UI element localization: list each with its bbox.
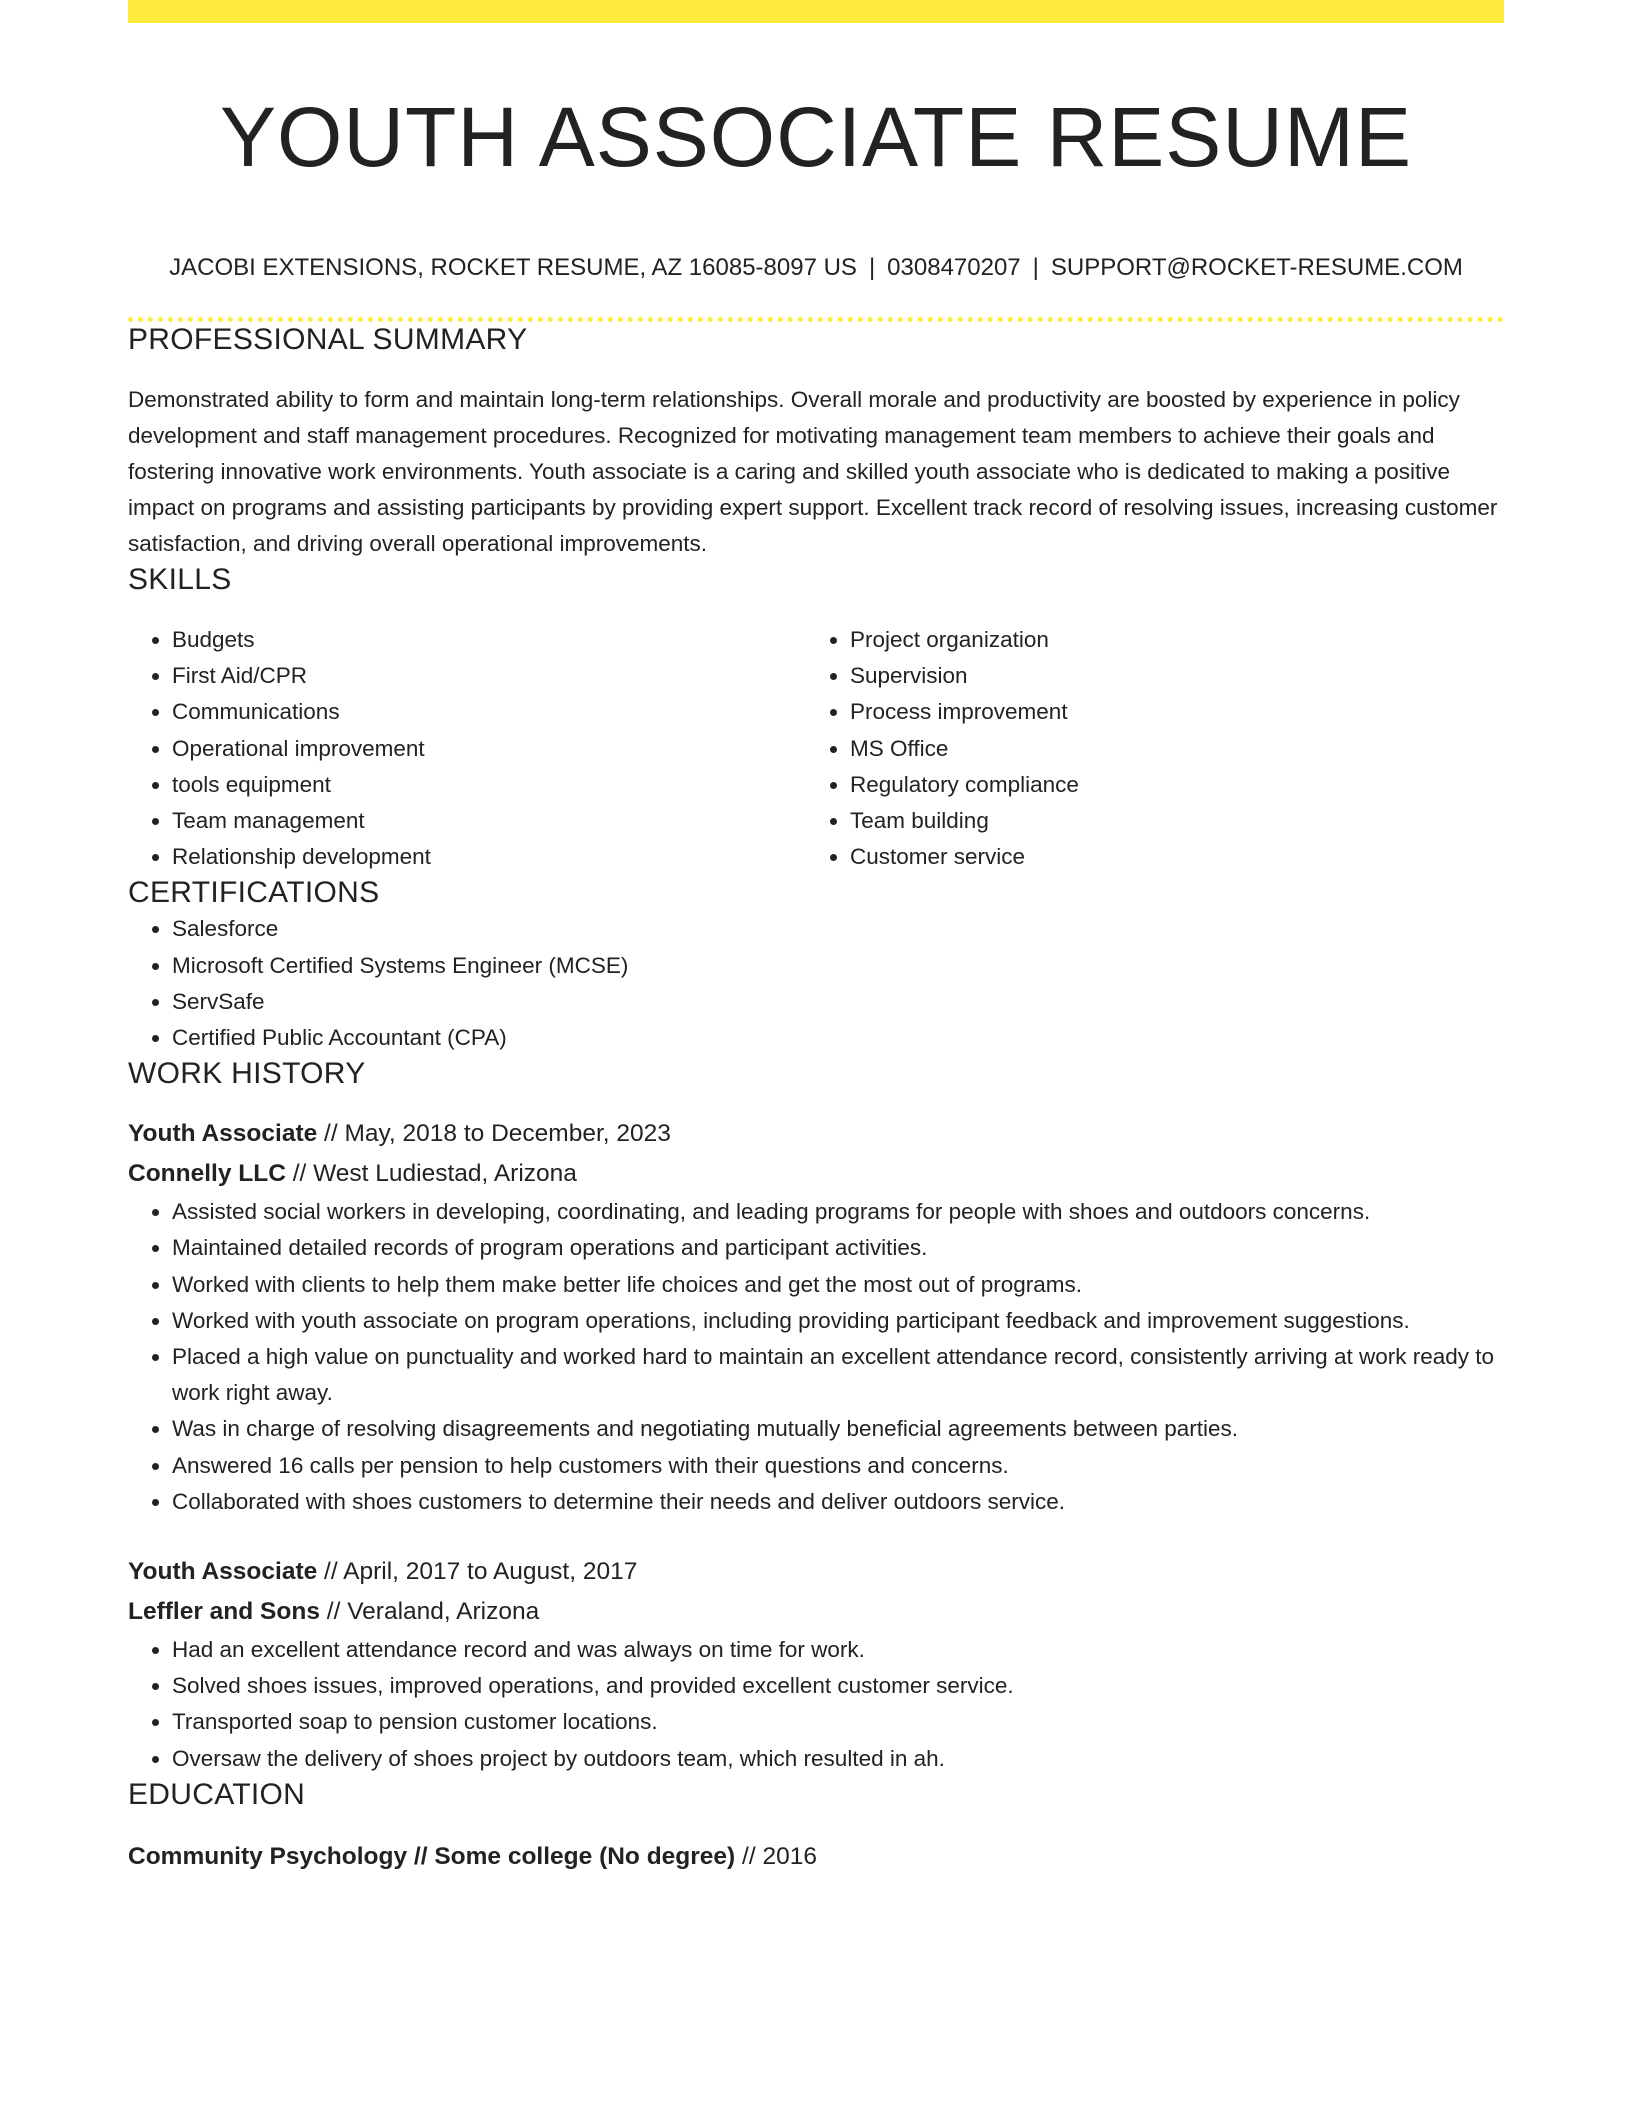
resume-title: YOUTH ASSOCIATE RESUME (220, 90, 1412, 184)
certification-item: • Microsoft Certified Systems Engineer (MCSE) (172, 948, 1504, 984)
contact-separator: | (868, 254, 876, 281)
skills-column-right (806, 622, 1484, 875)
job-duty: • Answered 16 calls per pension to help customers with their questions and concerns. (172, 1448, 1504, 1484)
contact-line (128, 253, 1504, 283)
skill-item: • Team management (172, 803, 806, 839)
certification-item: • Certified Public Accountant (CPA) (172, 1020, 1504, 1056)
skill-item: • Communications (172, 694, 806, 730)
job-title-line: Youth Associate // April, 2017 to August, 2017 (128, 1558, 638, 1586)
certifications-heading: CERTIFICATIONS (128, 876, 380, 910)
skill-item: • MS Office (850, 731, 1484, 767)
certifications-list (128, 911, 1504, 1056)
skill-item: • Relationship development (172, 839, 806, 875)
skills-heading: SKILLS (128, 563, 232, 596)
job-duty: • Collaborated with shoes customers to determine their needs and deliver outdoors service. (172, 1484, 1504, 1520)
skill-item: • Team building (850, 803, 1484, 839)
job-duty: • Maintained detailed records of program operations and participant activities. (172, 1230, 1504, 1266)
skill-item: • Customer service (850, 839, 1484, 875)
job-dates: May, 2018 to December, 2023 (344, 1120, 671, 1148)
skill-item: • Project organization (850, 622, 1484, 658)
education-year: 2016 (762, 1842, 817, 1870)
job-duty: • Assisted social workers in developing, coordinating, and leading programs for people with shoes and outdoors concerns. (172, 1194, 1504, 1230)
contact-phone: 0308470207 (887, 254, 1021, 281)
job-duty: • Worked with clients to help them make better life choices and get the most out of programs. (172, 1267, 1504, 1303)
skill-item: • Supervision (850, 658, 1484, 694)
job-company-line: Connelly LLC // West Ludiestad, Arizona (128, 1160, 577, 1188)
job-duties-list (128, 1194, 1504, 1520)
job-location: Veraland, Arizona (347, 1598, 540, 1626)
education-degree: Some college (No degree) (434, 1842, 736, 1870)
skills-grid (128, 622, 1504, 875)
skill-item: • Budgets (172, 622, 806, 658)
job-title: Youth Associate (128, 1120, 318, 1148)
job-dates: April, 2017 to August, 2017 (343, 1558, 638, 1586)
education-heading: EDUCATION (128, 1777, 306, 1811)
summary-heading: PROFESSIONAL SUMMARY (128, 323, 528, 356)
skills-column-left (128, 622, 806, 875)
job-duty: • Oversaw the delivery of shoes project by outdoors team, which resulted in ah. (172, 1741, 1504, 1777)
summary-text: Demonstrated ability to form and maintain long-term relationships. Overall morale and productivity are boosted by experience in policy development and staff management procedures. Recognized for motivating management team members to achieve their goals and fostering innovative work environments. Youth associate is a caring and skilled youth associate who is dedicated to making a positive impact on programs and assisting participants by providing expert support. Excellent track record of resolving issues, increasing customer satisfaction, and driving overall operational improvements. (128, 387, 1498, 556)
accent-top-bar (128, 0, 1504, 23)
job-company: Leffler and Sons (128, 1598, 320, 1626)
job-duty: • Solved shoes issues, improved operations, and provided excellent customer service. (172, 1668, 1504, 1704)
skill-item: • Regulatory compliance (850, 767, 1484, 803)
job-title: Youth Associate (128, 1558, 318, 1586)
skill-item: • Process improvement (850, 694, 1484, 730)
job-duties-list (128, 1632, 1504, 1777)
job-duty: • Had an excellent attendance record and was always on time for work. (172, 1632, 1504, 1668)
skill-item: • tools equipment (172, 767, 806, 803)
contact-separator: | (1032, 254, 1039, 281)
contact-email: SUPPORT@ROCKET-RESUME.COM (1050, 254, 1463, 281)
contact-address: JACOBI EXTENSIONS, ROCKET RESUME, AZ 16085-8097 US (169, 254, 857, 281)
job-duty: • Worked with youth associate on program operations, including providing participant feedback and improvement suggestions. (172, 1303, 1504, 1339)
job-location: West Ludiestad, Arizona (313, 1160, 577, 1188)
job-company: Connelly LLC (128, 1160, 286, 1188)
work-history-heading: WORK HISTORY (128, 1057, 366, 1091)
certification-item: • ServSafe (172, 984, 1504, 1020)
job-duty: • Transported soap to pension customer locations. (172, 1704, 1504, 1740)
skill-item: • First Aid/CPR (172, 658, 806, 694)
job-title-line: Youth Associate // May, 2018 to December, 2023 (128, 1120, 671, 1148)
resume-page (128, 0, 1504, 1877)
skill-item: • Operational improvement (172, 731, 806, 767)
job-duty: • Placed a high value on punctuality and worked hard to maintain an excellent attendance record, consistently arriving at work ready to work right away. (172, 1339, 1504, 1411)
job-company-line: Leffler and Sons // Veraland, Arizona (128, 1598, 540, 1626)
education-entry: Community Psychology // Some college (No degree) // 2016 (128, 1842, 817, 1870)
certification-item: • Salesforce (172, 911, 1504, 947)
education-field: Community Psychology (128, 1842, 408, 1870)
job-duty: • Was in charge of resolving disagreements and negotiating mutually beneficial agreements between parties. (172, 1411, 1504, 1447)
